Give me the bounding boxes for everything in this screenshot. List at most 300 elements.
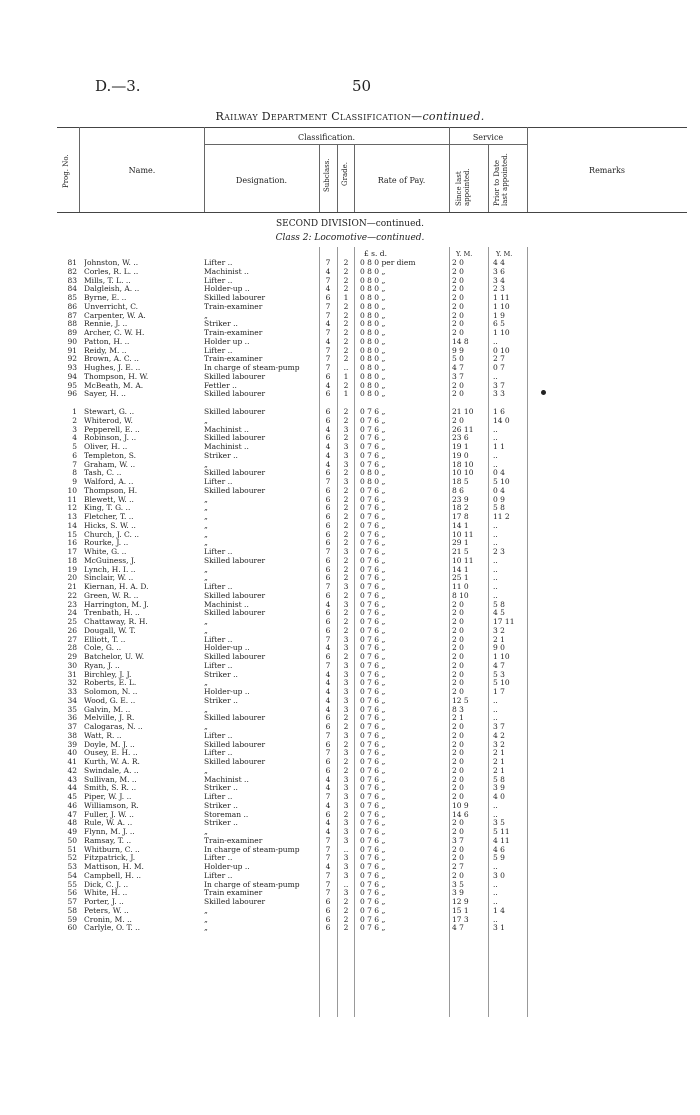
row-subclass: 7 [325, 879, 331, 889]
row-subclass: 6 [325, 590, 331, 600]
row-since-last: 2 0 [452, 765, 464, 775]
row-designation: Lifter .. [204, 730, 233, 740]
row-number: 90 [67, 336, 77, 346]
table-row [0, 801, 700, 810]
row-rate: 0 8 0 „ [360, 293, 386, 302]
row-prior: 5 9 [493, 853, 505, 863]
row-subclass: 6 [325, 652, 331, 661]
row-subclass: 6 [325, 512, 331, 521]
row-designation: Striker .. [204, 783, 238, 793]
table-row [0, 748, 700, 757]
row-grade: 3 [343, 695, 349, 705]
row-grade: 3 [343, 547, 349, 556]
row-rate: 0 8 0 „ [360, 363, 386, 372]
row-grade: 2 [343, 468, 349, 478]
table-row [0, 827, 700, 836]
row-number: 8 [72, 468, 77, 478]
row-since-last: 2 0 [452, 634, 464, 644]
row-since-last: 17 8 [452, 512, 469, 521]
row-prior: 14 0 [493, 415, 510, 425]
row-designation: „ [204, 765, 208, 775]
row-prior: 0 4 [493, 468, 505, 478]
row-since-last: 10 9 [452, 800, 469, 810]
row-subclass: 6 [325, 520, 331, 530]
row-rate: 0 7 6 „ [360, 765, 386, 775]
row-name: Hughes, J. E. .. [84, 363, 141, 372]
row-prior: .. [493, 695, 498, 705]
row-designation: „ [204, 573, 208, 583]
col-prior: Prior to Date last appointed. [493, 153, 509, 206]
row-grade: 2 [343, 407, 349, 416]
row-subclass: 4 [325, 336, 331, 346]
row-number: 83 [67, 275, 77, 285]
row-designation: Skilled labourer [204, 485, 266, 495]
row-prior: 2 3 [493, 284, 505, 294]
row-since-last: 2 0 [452, 608, 464, 618]
row-prior: 1 11 [493, 293, 510, 302]
row-grade: 3 [343, 450, 349, 460]
row-number: 87 [67, 310, 77, 320]
table-row [0, 276, 700, 285]
row-number: 84 [67, 284, 77, 294]
row-prior: 11 2 [493, 512, 510, 521]
row-rate: 0 7 6 „ [360, 870, 386, 880]
row-designation: Skilled labourer [204, 433, 266, 443]
col-divider [319, 144, 320, 212]
row-name: Porter, J. .. [84, 897, 124, 906]
row-name: Birchley, J. J. [84, 669, 132, 679]
row-designation: Machinist .. [204, 266, 249, 276]
row-rate: 0 7 6 „ [360, 774, 386, 784]
row-rate: 0 7 6 „ [360, 722, 386, 731]
row-subclass: 4 [325, 669, 331, 679]
col-since-last: Since last appointed. [455, 168, 471, 206]
row-subclass: 4 [325, 678, 331, 688]
row-prior: 1 4 [493, 905, 505, 915]
table-row [0, 661, 700, 670]
row-name: Corles, R. L. .. [84, 266, 139, 276]
row-name: Ramsay, T. .. [84, 835, 132, 845]
row-designation: „ [204, 564, 208, 574]
row-prior: .. [493, 371, 498, 381]
row-designation: Skilled labourer [204, 608, 266, 618]
row-subclass: 4 [325, 266, 331, 276]
row-subclass: 6 [325, 905, 331, 915]
document-reference: D.—3. [95, 77, 141, 95]
row-name: Hicks, S. W. .. [84, 520, 136, 530]
row-since-last: 8 3 [452, 704, 464, 714]
row-name: Brown, A. C. .. [84, 354, 139, 364]
row-number: 57 [67, 897, 77, 906]
row-prior: .. [493, 520, 498, 530]
row-number: 17 [67, 547, 77, 556]
row-prior: 2 1 [493, 634, 505, 644]
row-grade: 2 [343, 555, 349, 565]
row-prior: .. [493, 897, 498, 906]
row-number: 39 [67, 739, 77, 749]
table-row [0, 731, 700, 740]
row-grade: 2 [343, 722, 349, 731]
row-name: Fitzpatrick, J. [84, 853, 136, 863]
row-number: 40 [67, 748, 77, 758]
row-since-last: 21 10 [452, 407, 474, 416]
row-number: 51 [67, 844, 77, 854]
row-since-last: 2 0 [452, 301, 464, 311]
row-designation: Holder-up .. [204, 284, 250, 294]
table-row [0, 328, 700, 337]
row-rate: 0 7 6 „ [360, 424, 386, 434]
row-grade: 2 [343, 380, 349, 390]
row-number: 94 [67, 371, 77, 381]
rate-units: £ s. d. [364, 249, 387, 258]
row-grade: 2 [343, 433, 349, 443]
row-since-last: 23 9 [452, 494, 469, 504]
row-grade: 2 [343, 564, 349, 574]
table-row [0, 372, 700, 381]
row-subclass: 4 [325, 424, 331, 434]
table-row [0, 670, 700, 679]
row-prior: 3 7 [493, 380, 505, 390]
row-prior: 3 5 [493, 818, 505, 828]
row-designation: Holder-up .. [204, 862, 250, 871]
row-number: 2 [72, 415, 77, 425]
row-designation: Lifter .. [204, 634, 233, 644]
row-rate: 0 7 6 „ [360, 835, 386, 845]
row-grade: 2 [343, 757, 349, 766]
row-name: Campbell, H. .. [84, 870, 142, 880]
row-name: Flynn, M. J. .. [84, 827, 135, 836]
row-grade: 2 [343, 415, 349, 425]
table-row [0, 810, 700, 819]
row-prior: 3 1 [493, 923, 505, 933]
table-row [0, 293, 700, 302]
row-grade: .. [343, 844, 349, 854]
row-name: Archer, C. W. H. [84, 328, 145, 337]
table-row [0, 888, 700, 897]
row-designation: „ [204, 617, 208, 626]
row-name: Roberts, E. L. [84, 678, 137, 688]
row-grade: 3 [343, 660, 349, 670]
col-remarks: Remarks [589, 166, 625, 175]
row-number: 18 [67, 555, 77, 565]
table-row [0, 722, 700, 731]
row-name: Doyle, M. J. .. [84, 739, 135, 749]
table-row [0, 792, 700, 801]
row-subclass: 4 [325, 284, 331, 294]
row-subclass: 6 [325, 573, 331, 583]
row-grade: 3 [343, 678, 349, 688]
row-number: 53 [67, 862, 77, 871]
row-rate: 0 7 6 „ [360, 485, 386, 495]
row-grade: 3 [343, 730, 349, 740]
col-rate: Rate of Pay. [377, 176, 426, 185]
table-row [0, 897, 700, 906]
table-row [0, 678, 700, 687]
table-row [0, 547, 700, 556]
row-rate: 0 8 0 per diem [360, 258, 416, 267]
row-subclass: 6 [325, 739, 331, 749]
row-rate: 0 8 0 „ [360, 284, 386, 294]
row-since-last: 2 0 [452, 818, 464, 828]
row-grade: 2 [343, 765, 349, 775]
row-grade: 2 [343, 914, 349, 924]
row-since-last: 18 2 [452, 503, 469, 513]
row-grade: 3 [343, 827, 349, 836]
row-designation: „ [204, 923, 208, 933]
row-rate: 0 7 6 „ [360, 503, 386, 513]
row-since-last: 2 0 [452, 687, 464, 696]
row-number: 16 [67, 538, 77, 548]
row-since-last: 2 0 [452, 853, 464, 863]
row-number: 56 [67, 888, 77, 898]
row-since-last: 12 5 [452, 695, 469, 705]
row-grade: 2 [343, 336, 349, 346]
row-grade: 3 [343, 634, 349, 644]
row-since-last: 2 0 [452, 284, 464, 294]
row-rate: 0 7 6 „ [360, 573, 386, 583]
row-designation: Train-examiner [204, 301, 263, 311]
row-designation: „ [204, 503, 208, 513]
row-subclass: 7 [325, 354, 331, 364]
row-subclass: 6 [325, 555, 331, 565]
row-designation: Skilled labourer [204, 713, 266, 723]
row-since-last: 3 7 [452, 835, 464, 845]
title-continued: —continued. [411, 110, 485, 123]
row-since-last: 3 9 [452, 888, 464, 898]
row-prior: 5 8 [493, 774, 505, 784]
row-prior: 5 10 [493, 678, 510, 688]
row-grade: 2 [343, 301, 349, 311]
row-designation: Skilled labourer [204, 652, 266, 661]
row-since-last: 4 7 [452, 923, 464, 933]
row-since-last: 2 0 [452, 660, 464, 670]
row-designation: „ [204, 914, 208, 924]
row-name: Oliver, H. .. [84, 442, 128, 451]
table-row [0, 617, 700, 626]
page-number: 50 [352, 77, 372, 95]
row-number: 11 [67, 494, 77, 504]
row-prior: 1 9 [493, 310, 505, 320]
row-subclass: 6 [325, 809, 331, 819]
row-rate: 0 8 0 „ [360, 319, 386, 329]
row-since-last: 18 5 [452, 477, 469, 486]
row-since-last: 2 0 [452, 827, 464, 836]
table-row [0, 556, 700, 565]
row-rate: 0 8 0 „ [360, 477, 386, 486]
row-number: 13 [67, 512, 77, 521]
row-prior: 1 10 [493, 328, 510, 337]
row-grade: 3 [343, 792, 349, 801]
row-grade: 2 [343, 319, 349, 329]
row-grade: 3 [343, 888, 349, 898]
row-subclass: 6 [325, 765, 331, 775]
row-prior: 4 11 [493, 835, 510, 845]
row-grade: 3 [343, 687, 349, 696]
row-designation: „ [204, 529, 208, 539]
row-prior: .. [493, 459, 498, 469]
row-rate: 0 7 6 „ [360, 905, 386, 915]
row-rate: 0 7 6 „ [360, 634, 386, 644]
row-rate: 0 7 6 „ [360, 669, 386, 679]
row-since-last: 2 0 [452, 870, 464, 880]
row-grade: 3 [343, 459, 349, 469]
row-rate: 0 7 6 „ [360, 757, 386, 766]
row-since-last: 2 0 [452, 380, 464, 390]
row-since-last: 2 0 [452, 319, 464, 329]
row-since-last: 29 1 [452, 538, 469, 548]
row-prior: 5 3 [493, 669, 505, 679]
table-row [0, 451, 700, 460]
row-prior: 17 11 [493, 617, 515, 626]
table-row [0, 591, 700, 600]
row-since-last: 2 0 [452, 783, 464, 793]
row-prior: .. [493, 590, 498, 600]
row-number: 32 [67, 678, 77, 688]
row-prior: 2 3 [493, 547, 505, 556]
row-prior: 3 2 [493, 625, 505, 635]
row-prior: .. [493, 573, 498, 583]
row-rate: 0 7 6 „ [360, 625, 386, 635]
row-prior: 0 7 [493, 363, 505, 372]
row-prior: .. [493, 433, 498, 443]
table-row [0, 626, 700, 635]
row-rate: 0 8 0 „ [360, 275, 386, 285]
row-prior: 3 9 [493, 783, 505, 793]
row-since-last: 2 0 [452, 310, 464, 320]
table-row [0, 407, 700, 416]
row-designation: „ [204, 538, 208, 548]
row-subclass: 6 [325, 914, 331, 924]
row-number: 27 [67, 634, 77, 644]
row-designation: Lifter .. [204, 275, 233, 285]
row-since-last: 8 10 [452, 590, 469, 600]
row-since-last: 2 0 [452, 275, 464, 285]
table-row [0, 915, 700, 924]
row-since-last: 2 0 [452, 389, 464, 399]
row-name: Rennie, J. .. [84, 319, 128, 329]
row-prior: 5 10 [493, 477, 510, 486]
row-number: 10 [67, 485, 77, 495]
row-designation: Lifter .. [204, 582, 233, 591]
row-prior: 5 8 [493, 599, 505, 609]
row-subclass: 4 [325, 643, 331, 653]
row-subclass: 6 [325, 415, 331, 425]
row-prior: .. [493, 704, 498, 714]
row-since-last: 3 5 [452, 879, 464, 889]
header-bottom-rule [57, 212, 687, 213]
row-grade: 3 [343, 582, 349, 591]
col-service: Service [472, 133, 504, 142]
row-prior: 4 5 [493, 608, 505, 618]
row-number: 95 [67, 380, 77, 390]
row-rate: 0 7 6 „ [360, 459, 386, 469]
row-rate: 0 7 6 „ [360, 512, 386, 521]
row-number: 7 [72, 459, 77, 469]
row-name: Johnston, W. .. [84, 258, 139, 267]
row-grade: 1 [343, 389, 349, 399]
row-designation: Machinist .. [204, 442, 249, 451]
row-subclass: 4 [325, 774, 331, 784]
row-grade: 3 [343, 442, 349, 451]
row-rate: 0 7 6 „ [360, 853, 386, 863]
row-name: Mattison, H. M. [84, 862, 144, 871]
row-name: Unverricht, C. [84, 301, 139, 311]
row-since-last: 12 9 [452, 897, 469, 906]
row-number: 96 [67, 389, 77, 399]
table-row [0, 538, 700, 547]
row-rate: 0 7 6 „ [360, 809, 386, 819]
table-row [0, 853, 700, 862]
row-grade: 2 [343, 266, 349, 276]
row-prior: .. [493, 713, 498, 723]
table-row [0, 600, 700, 609]
row-prior: 0 10 [493, 345, 510, 355]
row-grade: .. [343, 879, 349, 889]
row-number: 88 [67, 319, 77, 329]
row-number: 86 [67, 301, 77, 311]
row-designation: Storeman .. [204, 809, 249, 819]
row-name: Trenbath, H. .. [84, 608, 140, 618]
row-name: Wood, G. E. .. [84, 695, 136, 705]
row-since-last: 2 0 [452, 258, 464, 267]
row-name: Church, J. C. .. [84, 529, 139, 539]
row-prior: 3 3 [493, 389, 505, 399]
row-subclass: 7 [325, 888, 331, 898]
row-rate: 0 7 6 „ [360, 433, 386, 443]
row-designation: Lifter .. [204, 258, 233, 267]
row-number: 52 [67, 853, 77, 863]
table-row [0, 267, 700, 276]
row-grade: 2 [343, 713, 349, 723]
row-designation: Skilled labourer [204, 897, 266, 906]
row-grade: 2 [343, 897, 349, 906]
row-grade: 3 [343, 774, 349, 784]
row-grade: 2 [343, 617, 349, 626]
row-number: 54 [67, 870, 77, 880]
row-subclass: 7 [325, 582, 331, 591]
row-rate: 0 7 6 „ [360, 660, 386, 670]
row-name: Templeton, S. [84, 450, 136, 460]
row-prior: 4 2 [493, 730, 505, 740]
row-rate: 0 7 6 „ [360, 687, 386, 696]
row-name: Chattaway, R. H. [84, 617, 148, 626]
row-designation: Holder-up .. [204, 643, 250, 653]
row-designation: Striker .. [204, 319, 238, 329]
row-subclass: 4 [325, 599, 331, 609]
row-designation: Lifter .. [204, 853, 233, 863]
table-row [0, 845, 700, 854]
row-since-last: 3 7 [452, 371, 464, 381]
row-prior: .. [493, 862, 498, 871]
row-name: Patton, H. .. [84, 336, 130, 346]
row-number: 82 [67, 266, 77, 276]
row-since-last: 2 0 [452, 617, 464, 626]
row-rate: 0 7 6 „ [360, 617, 386, 626]
row-since-last: 2 0 [452, 643, 464, 653]
row-number: 59 [67, 914, 77, 924]
row-grade: 2 [343, 520, 349, 530]
row-grade: 2 [343, 503, 349, 513]
table-row [0, 705, 700, 714]
row-designation: Machinist .. [204, 424, 249, 434]
row-rate: 0 7 6 „ [360, 564, 386, 574]
row-number: 29 [67, 652, 77, 661]
row-designation: Skilled labourer [204, 468, 266, 478]
row-subclass: 4 [325, 450, 331, 460]
row-name: Dalgleish, A. .. [84, 284, 140, 294]
row-subclass: 6 [325, 923, 331, 933]
row-designation: In charge of steam-pump [204, 879, 300, 889]
